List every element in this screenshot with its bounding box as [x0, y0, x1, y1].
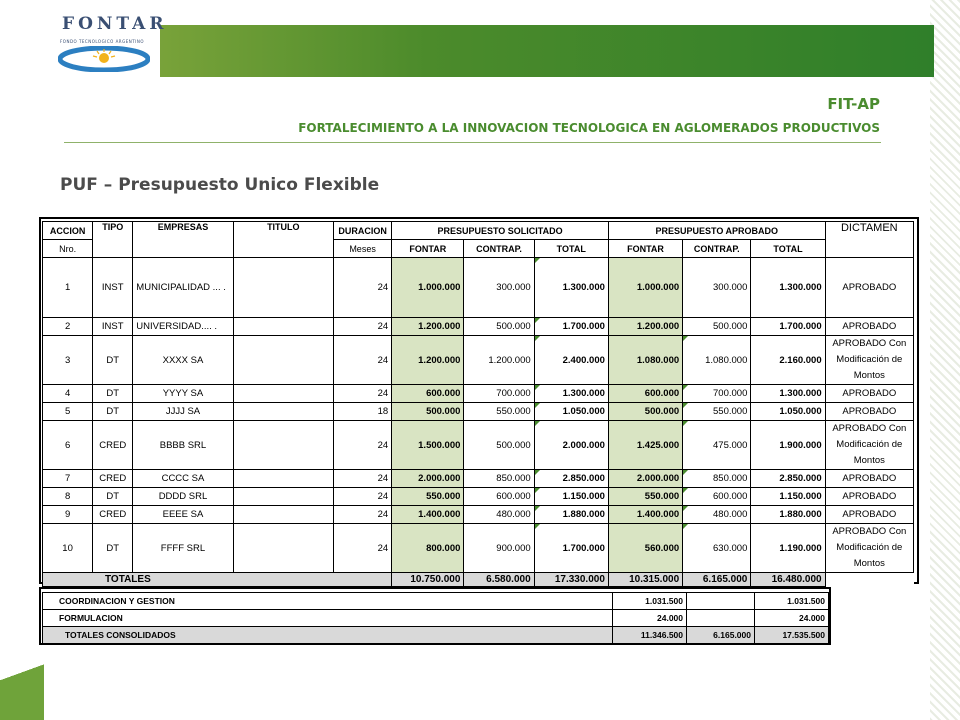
summary-row [43, 627, 829, 644]
comment-marker-icon [535, 385, 540, 390]
cell-empresa: DDDD SRL [133, 488, 233, 506]
cell-meses: 24 [333, 336, 391, 385]
comment-marker-icon [683, 506, 688, 511]
summary-total: 1.031.500 [755, 593, 829, 610]
cell-sol-fontar: 500.000 [392, 403, 464, 421]
cell-apr-total: 2.160.000 [751, 336, 825, 385]
cell-apr-fontar: 560.000 [608, 524, 682, 573]
cell-apr-fontar: 1.400.000 [608, 506, 682, 524]
cell-sol-fontar: 1.500.000 [392, 421, 464, 470]
summary-label: COORDINACION Y GESTION [43, 593, 613, 610]
cell-titulo [233, 470, 333, 488]
summary-fontar: 11.346.500 [613, 627, 687, 644]
comment-marker-icon [683, 524, 688, 529]
cell-sol-total: 1.050.000 [534, 403, 608, 421]
cell-sol-contrap: 300.000 [464, 258, 534, 318]
cell-apr-contrap: 480.000 [683, 506, 751, 524]
cell-sol-total: 2.000.000 [534, 421, 608, 470]
cell-apr-contrap: 550.000 [683, 403, 751, 421]
comment-marker-icon [535, 488, 540, 493]
cell-meses: 24 [333, 318, 391, 336]
cell-apr-contrap: 1.080.000 [683, 336, 751, 385]
cell-nro: 3 [43, 336, 93, 385]
col-empresas: EMPRESAS [133, 222, 233, 258]
cell-empresa: EEEE SA [133, 506, 233, 524]
summary-fontar: 1.031.500 [613, 593, 687, 610]
cell-apr-contrap: 500.000 [683, 318, 751, 336]
corner-decoration [0, 640, 44, 720]
col-apr-fontar: FONTAR [608, 240, 682, 258]
comment-marker-icon [535, 524, 540, 529]
table-row [43, 258, 914, 318]
col-presupuesto-aprobado: PRESUPUESTO APROBADO [608, 222, 825, 240]
comment-marker-icon [683, 488, 688, 493]
table-row [43, 470, 914, 488]
comment-marker-icon [535, 258, 540, 263]
comment-marker-icon [683, 336, 688, 341]
summary-label: FORMULACION [43, 610, 613, 627]
cell-sol-total: 1.700.000 [534, 318, 608, 336]
comment-marker-icon [683, 385, 688, 390]
comment-marker-icon [535, 421, 540, 426]
cell-empresa: YYYY SA [133, 385, 233, 403]
col-accion: ACCION [43, 222, 93, 240]
cell-empresa: FFFF SRL [133, 524, 233, 573]
logo-tagline: FONDO TECNOLOGICO ARGENTINO [60, 39, 144, 44]
cell-sol-fontar: 1.200.000 [392, 318, 464, 336]
header-row-1 [43, 222, 914, 240]
cell-apr-total: 1.700.000 [751, 318, 825, 336]
cell-sol-contrap: 550.000 [464, 403, 534, 421]
table-row [43, 524, 914, 573]
cell-apr-contrap: 475.000 [683, 421, 751, 470]
totals-row [43, 573, 914, 587]
cell-sol-contrap: 500.000 [464, 421, 534, 470]
cell-apr-total: 1.050.000 [751, 403, 825, 421]
cell-nro: 1 [43, 258, 93, 318]
budget-table [42, 221, 914, 587]
cell-apr-fontar: 600.000 [608, 385, 682, 403]
cell-tipo: DT [93, 403, 133, 421]
cell-tipo: CRED [93, 506, 133, 524]
cell-apr-fontar: 2.000.000 [608, 470, 682, 488]
cell-apr-total: 1.300.000 [751, 258, 825, 318]
cell-empresa: UNIVERSIDAD.... . [133, 318, 233, 336]
col-sol-total: TOTAL [534, 240, 608, 258]
cell-empresa: JJJJ SA [133, 403, 233, 421]
col-presupuesto-solicitado: PRESUPUESTO SOLICITADO [392, 222, 609, 240]
cell-apr-total: 1.150.000 [751, 488, 825, 506]
cell-sol-fontar: 1.000.000 [392, 258, 464, 318]
table-row [43, 336, 914, 385]
cell-titulo [233, 506, 333, 524]
cell-sol-total: 1.150.000 [534, 488, 608, 506]
cell-sol-total: 1.880.000 [534, 506, 608, 524]
cell-titulo [233, 385, 333, 403]
table-row [43, 421, 914, 470]
cell-dictamen: APROBADO [825, 385, 913, 403]
divider [64, 142, 881, 143]
cell-apr-fontar: 1.080.000 [608, 336, 682, 385]
col-nro: Nro. [43, 240, 93, 258]
cell-nro: 9 [43, 506, 93, 524]
cell-empresa: XXXX SA [133, 336, 233, 385]
hatch-pattern [930, 0, 960, 720]
comment-marker-icon [535, 403, 540, 408]
cell-sol-total: 1.700.000 [534, 524, 608, 573]
table-row [43, 403, 914, 421]
cell-dictamen: APROBADO [825, 403, 913, 421]
cell-tipo: DT [93, 336, 133, 385]
cell-sol-fontar: 2.000.000 [392, 470, 464, 488]
cell-apr-fontar: 500.000 [608, 403, 682, 421]
cell-titulo [233, 318, 333, 336]
cell-nro: 7 [43, 470, 93, 488]
program-title: FIT-AP [827, 95, 880, 113]
cell-sol-contrap: 900.000 [464, 524, 534, 573]
comment-marker-icon [535, 318, 540, 323]
cell-dictamen: APROBADO [825, 318, 913, 336]
cell-meses: 24 [333, 524, 391, 573]
totals-sol-total: 17.330.000 [534, 573, 608, 587]
cell-tipo: DT [93, 488, 133, 506]
cell-nro: 2 [43, 318, 93, 336]
fontar-logo [48, 14, 168, 76]
program-subtitle: FORTALECIMIENTO A LA INNOVACION TECNOLOGICA EN AGLOMERADOS PRODUCTIVOS [298, 121, 880, 135]
totals-sol-contrap: 6.580.000 [464, 573, 534, 587]
cell-sol-total: 2.850.000 [534, 470, 608, 488]
col-sol-contrap: CONTRAP. [464, 240, 534, 258]
comment-marker-icon [535, 506, 540, 511]
cell-apr-contrap: 850.000 [683, 470, 751, 488]
cell-tipo: INST [93, 258, 133, 318]
cell-sol-contrap: 1.200.000 [464, 336, 534, 385]
cell-apr-contrap: 630.000 [683, 524, 751, 573]
logo-sun-icon [58, 46, 150, 72]
cell-sol-contrap: 500.000 [464, 318, 534, 336]
summary-fontar: 24.000 [613, 610, 687, 627]
summary-row [43, 593, 829, 610]
cell-sol-total: 2.400.000 [534, 336, 608, 385]
cell-dictamen: APROBADO [825, 488, 913, 506]
cell-meses: 24 [333, 421, 391, 470]
cell-sol-contrap: 600.000 [464, 488, 534, 506]
totals-apr-fontar: 10.315.000 [608, 573, 682, 587]
col-duracion: DURACION [333, 222, 391, 240]
cell-titulo [233, 488, 333, 506]
cell-sol-fontar: 1.200.000 [392, 336, 464, 385]
cell-empresa: BBBB SRL [133, 421, 233, 470]
comment-marker-icon [683, 421, 688, 426]
cell-apr-contrap: 300.000 [683, 258, 751, 318]
cell-apr-fontar: 1.200.000 [608, 318, 682, 336]
cell-sol-fontar: 1.400.000 [392, 506, 464, 524]
cell-apr-total: 1.300.000 [751, 385, 825, 403]
cell-sol-fontar: 550.000 [392, 488, 464, 506]
cell-titulo [233, 258, 333, 318]
col-tipo: TIPO [93, 222, 133, 258]
col-titulo: TITULO [233, 222, 333, 258]
cell-apr-contrap: 700.000 [683, 385, 751, 403]
cell-apr-fontar: 1.425.000 [608, 421, 682, 470]
cell-sol-fontar: 600.000 [392, 385, 464, 403]
cell-empresa: MUNICIPALIDAD ... . [133, 258, 233, 318]
cell-dictamen: APROBADO Con Modificación de Montos [825, 421, 913, 470]
table-row [43, 318, 914, 336]
summary-label: TOTALES CONSOLIDADOS [43, 627, 613, 644]
summary-total: 17.535.500 [755, 627, 829, 644]
summary-contrap [687, 593, 755, 610]
cell-dictamen: APROBADO [825, 506, 913, 524]
cell-sol-total: 1.300.000 [534, 385, 608, 403]
cell-sol-total: 1.300.000 [534, 258, 608, 318]
cell-titulo [233, 421, 333, 470]
col-meses: Meses [333, 240, 391, 258]
totals-blank [825, 573, 913, 587]
summary-contrap: 6.165.000 [687, 627, 755, 644]
cell-dictamen: APROBADO [825, 470, 913, 488]
cell-sol-contrap: 480.000 [464, 506, 534, 524]
summary-row [43, 610, 829, 627]
cell-apr-total: 2.850.000 [751, 470, 825, 488]
cell-sol-contrap: 850.000 [464, 470, 534, 488]
cell-titulo [233, 524, 333, 573]
cell-tipo: CRED [93, 421, 133, 470]
cell-nro: 5 [43, 403, 93, 421]
cell-meses: 24 [333, 488, 391, 506]
cell-dictamen: APROBADO [825, 258, 913, 318]
summary-total: 24.000 [755, 610, 829, 627]
table-row [43, 385, 914, 403]
cell-apr-fontar: 550.000 [608, 488, 682, 506]
totals-sol-fontar: 10.750.000 [392, 573, 464, 587]
table-row [43, 506, 914, 524]
col-apr-contrap: CONTRAP. [683, 240, 751, 258]
cell-nro: 8 [43, 488, 93, 506]
cell-sol-contrap: 700.000 [464, 385, 534, 403]
cell-meses: 24 [333, 506, 391, 524]
cell-dictamen: APROBADO Con Modificación de Montos [825, 336, 913, 385]
cell-tipo: INST [93, 318, 133, 336]
page-title: PUF – Presupuesto Unico Flexible [60, 175, 380, 195]
cell-meses: 24 [333, 470, 391, 488]
cell-apr-fontar: 1.000.000 [608, 258, 682, 318]
summary-contrap [687, 610, 755, 627]
cell-tipo: DT [93, 524, 133, 573]
cell-nro: 4 [43, 385, 93, 403]
cell-apr-total: 1.190.000 [751, 524, 825, 573]
comment-marker-icon [683, 470, 688, 475]
cell-sol-fontar: 800.000 [392, 524, 464, 573]
cell-tipo: DT [93, 385, 133, 403]
col-dictamen: DICTAMEN [825, 222, 913, 258]
comment-marker-icon [683, 403, 688, 408]
comment-marker-icon [535, 470, 540, 475]
totals-apr-contrap: 6.165.000 [683, 573, 751, 587]
cell-meses: 24 [333, 258, 391, 318]
cell-apr-contrap: 600.000 [683, 488, 751, 506]
header-green-band [152, 25, 934, 77]
cell-meses: 18 [333, 403, 391, 421]
comment-marker-icon [535, 336, 540, 341]
table-row [43, 488, 914, 506]
cell-nro: 10 [43, 524, 93, 573]
cell-titulo [233, 336, 333, 385]
cell-tipo: CRED [93, 470, 133, 488]
totals-apr-total: 16.480.000 [751, 573, 825, 587]
cell-nro: 6 [43, 421, 93, 470]
cell-dictamen: APROBADO Con Modificación de Montos [825, 524, 913, 573]
summary-table [42, 592, 829, 644]
col-sol-fontar: FONTAR [392, 240, 464, 258]
cell-apr-total: 1.900.000 [751, 421, 825, 470]
totals-label: TOTALES [43, 573, 392, 587]
logo-name: FONTAR [62, 14, 168, 34]
cell-titulo [233, 403, 333, 421]
col-apr-total: TOTAL [751, 240, 825, 258]
cell-apr-total: 1.880.000 [751, 506, 825, 524]
cell-empresa: CCCC SA [133, 470, 233, 488]
cell-meses: 24 [333, 385, 391, 403]
